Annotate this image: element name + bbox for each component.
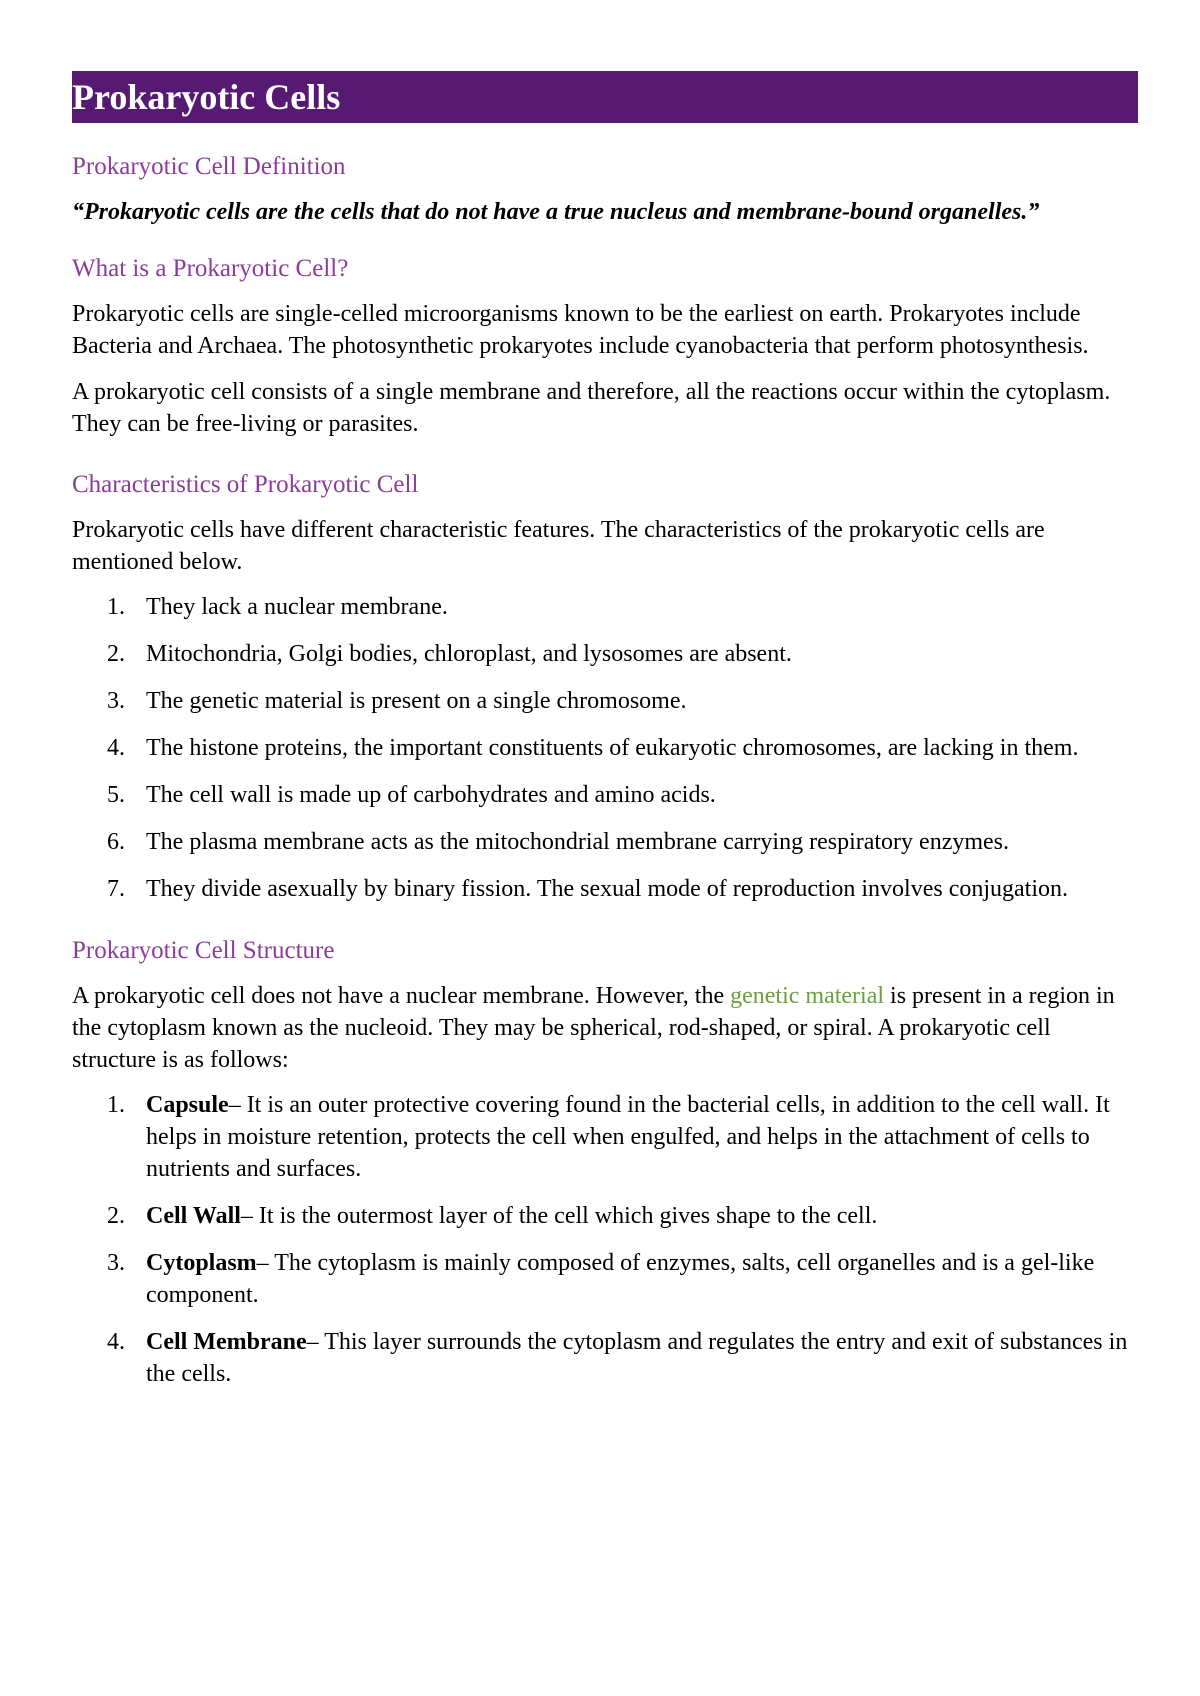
heading-what-is: What is a Prokaryotic Cell? bbox=[72, 255, 349, 282]
list-item-text: They divide asexually by binary fission. The sexual mode of reproduction involves conjugation. bbox=[146, 876, 1069, 902]
list-item-text: They lack a nuclear membrane. bbox=[146, 594, 448, 620]
list-item-text: Mitochondria, Golgi bodies, chloroplast, and lysosomes are absent. bbox=[146, 641, 792, 667]
list-item bbox=[72, 1247, 1138, 1311]
structure-intro-text-continued: is present in a region in the cytoplasm known as the nucleoid. They may be spherical, rod-shaped, or spiral. A prokaryotic cell structure is as follows: bbox=[72, 983, 1115, 1073]
title-bar bbox=[72, 71, 1138, 123]
characteristics-intro: Prokaryotic cells have different characteristic features. The characteristics of the prokaryotic cells are mentioned below. bbox=[72, 517, 1045, 575]
page-title: Prokaryotic Cells bbox=[72, 77, 341, 117]
structure-list bbox=[72, 1089, 1138, 1390]
list-item bbox=[72, 873, 1138, 905]
list-number: 7. bbox=[107, 876, 125, 902]
list-item-text: The cell wall is made up of carbohydrates and amino acids. bbox=[146, 782, 716, 808]
list-item bbox=[72, 591, 1138, 623]
list-item bbox=[72, 826, 1138, 858]
list-item bbox=[72, 1089, 1138, 1185]
list-item bbox=[72, 1200, 1138, 1232]
characteristics-list bbox=[72, 591, 1138, 905]
list-item-text: The genetic material is present on a single chromosome. bbox=[146, 688, 687, 714]
list-item bbox=[72, 685, 1138, 717]
list-number: 2. bbox=[107, 641, 125, 667]
structure-intro-text: A prokaryotic cell does not have a nuclear membrane. However, the bbox=[72, 983, 731, 1009]
list-item bbox=[72, 638, 1138, 670]
list-number: 2. bbox=[107, 1203, 125, 1229]
structure-intro bbox=[72, 980, 1138, 1076]
genetic-material-link[interactable]: genetic material bbox=[730, 983, 885, 1009]
list-item-text: The histone proteins, the important constituents of eukaryotic chromosomes, are lacking in them. bbox=[146, 735, 1079, 761]
what-is-paragraph-2: A prokaryotic cell consists of a single membrane and therefore, all the reactions occur within the cytoplasm. They can be free-living or parasites. bbox=[72, 379, 1111, 437]
list-number: 4. bbox=[107, 735, 125, 761]
definition-text: “Prokaryotic cells are the cells that do not have a true nucleus and membrane-bound organelles.” bbox=[72, 199, 1040, 225]
document-page bbox=[72, 71, 1138, 1390]
list-number: 3. bbox=[107, 688, 125, 714]
list-number: 3. bbox=[107, 1250, 125, 1276]
list-item bbox=[72, 1326, 1138, 1390]
list-item-text: – The cytoplasm is mainly composed of enzymes, salts, cell organelles and is a gel-like component. bbox=[146, 1250, 1095, 1308]
list-item-term: Cytoplasm bbox=[146, 1250, 257, 1276]
list-number: 1. bbox=[107, 594, 125, 620]
list-item bbox=[72, 732, 1138, 764]
heading-definition: Prokaryotic Cell Definition bbox=[72, 153, 346, 180]
list-item-term: Cell Membrane bbox=[146, 1329, 307, 1355]
heading-characteristics: Characteristics of Prokaryotic Cell bbox=[72, 471, 419, 498]
list-number: 1. bbox=[107, 1092, 125, 1118]
list-item-text: – It is an outer protective covering found in the bacterial cells, in addition to the cell wall. It helps in moisture retention, protects the cell when engulfed, and helps in the attachment of cells to nutrients and surfaces. bbox=[146, 1092, 1110, 1182]
list-number: 6. bbox=[107, 829, 125, 855]
list-number: 5. bbox=[107, 782, 125, 808]
list-item-term: Capsule bbox=[146, 1092, 229, 1118]
list-item-text: – This layer surrounds the cytoplasm and regulates the entry and exit of substances in the cells. bbox=[146, 1329, 1128, 1387]
heading-structure: Prokaryotic Cell Structure bbox=[72, 937, 335, 964]
what-is-paragraph-1: Prokaryotic cells are single-celled microorganisms known to be the earliest on earth. Prokaryotes include Bacteria and Archaea. The photosynthetic prokaryotes include cyanobacteria that perform photosynthesis. bbox=[72, 301, 1089, 359]
list-item-term: Cell Wall bbox=[146, 1203, 241, 1229]
list-item-text: – It is the outermost layer of the cell which gives shape to the cell. bbox=[240, 1203, 878, 1229]
list-item-text: The plasma membrane acts as the mitochondrial membrane carrying respiratory enzymes. bbox=[146, 829, 1010, 855]
list-number: 4. bbox=[107, 1329, 125, 1355]
list-item bbox=[72, 779, 1138, 811]
